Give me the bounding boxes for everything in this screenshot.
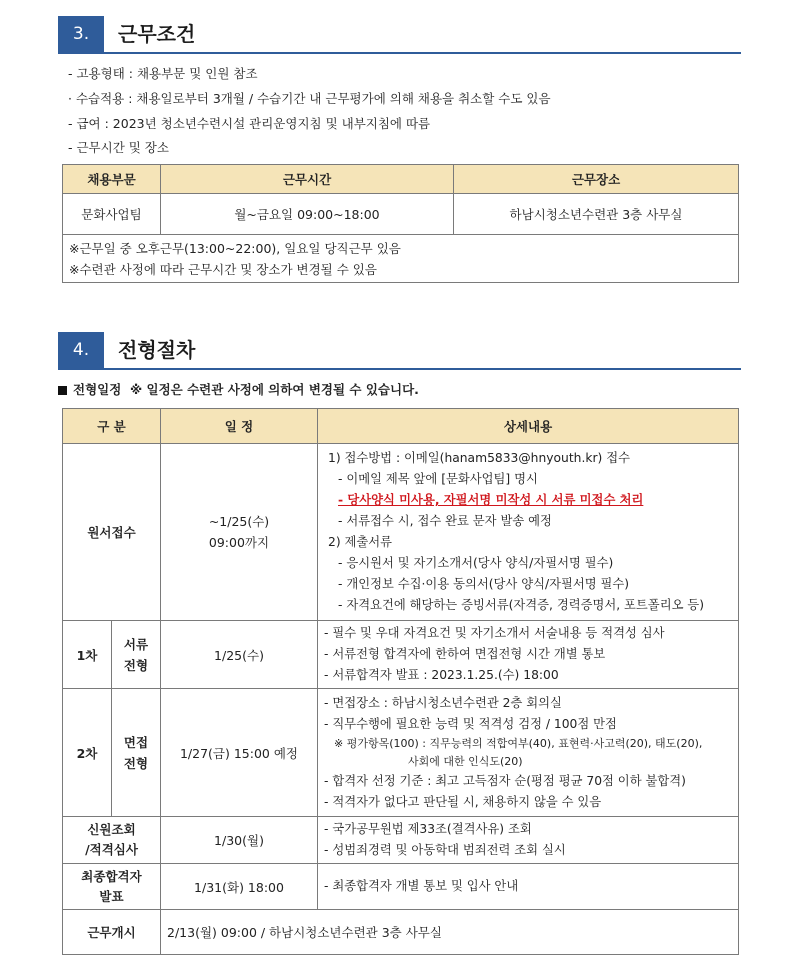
detail-line: 1) 접수방법 : 이메일(hanam5833@hnyouth.kr) 접수 (328, 451, 631, 465)
note-line: ※근무일 중 오후근무(13:00~22:00), 일요일 당직근무 있음 (69, 240, 401, 256)
details-cell (318, 689, 739, 817)
condition-bullet: · 수습적용 : 채용일로부터 3개월 / 수습기간 내 근무평가에 의해 채용을 취소할 수도 있음 (68, 91, 551, 106)
schedule-note: ※ 일정은 수련관 사정에 의하여 변경될 수 있습니다. (130, 382, 419, 397)
stage-number: 1차 (63, 621, 112, 689)
detail-line: - 서류합격자 발표 : 2023.1.25.(수) 18:00 (324, 668, 559, 682)
schedule-heading-line (58, 380, 419, 398)
table-cell: 하남시청소년수련관 3층 사무실 (454, 194, 739, 235)
stage-number: 2차 (63, 689, 112, 817)
condition-bullet: - 고용형태 : 채용부문 및 인원 참조 (68, 66, 258, 81)
detail-line: - 자격요건에 해당하는 증빙서류(자격증, 경력증명서, 포트폴리오 등) (338, 598, 705, 612)
selection-schedule-table (62, 408, 739, 955)
detail-line: - 필수 및 우대 자격요건 및 자기소개서 서술내용 등 적격성 심사 (324, 626, 665, 640)
stage-label: 신원조회 /적격심사 (63, 817, 161, 864)
section-number: 3. (58, 16, 104, 52)
detail-line: - 서류접수 시, 접수 완료 문자 발송 예정 (338, 514, 552, 528)
stage-label: 원서접수 (63, 444, 161, 621)
column-header: 상세내용 (318, 409, 739, 444)
details-cell (318, 864, 739, 910)
detail-line: - 합격자 선정 기준 : 최고 고득점자 순(평점 평균 70점 이하 불합격) (324, 773, 686, 788)
schedule-cell (161, 444, 318, 621)
stage-label: 최종합격자 발표 (63, 864, 161, 910)
details-cell (318, 817, 739, 864)
section-number: 4. (58, 332, 104, 368)
schedule-cell: 1/30(월) (161, 817, 318, 864)
detail-line: - 개인정보 수집·이용 동의서(당사 양식/자필서명 필수) (338, 577, 630, 591)
schedule-heading: 전형일정 (73, 382, 122, 397)
section-rule (58, 368, 741, 370)
detail-line: - 적격자가 없다고 판단될 시, 채용하지 않을 수 있음 (324, 794, 602, 809)
condition-bullet: - 근무시간 및 장소 (68, 140, 169, 155)
stage-label: 서류 전형 (112, 621, 161, 689)
stage-label: 근무개시 (63, 910, 161, 955)
detail-line: - 성범죄경력 및 아동학대 범죄전력 조회 실시 (324, 843, 566, 857)
section-title: 전형절차 (118, 338, 196, 362)
detail-line: 2) 제출서류 (328, 535, 393, 549)
schedule-cell: 1/31(화) 18:00 (161, 864, 318, 910)
column-header: 구 분 (63, 409, 161, 444)
table-cell: 월~금요일 09:00~18:00 (161, 194, 454, 235)
detail-line: - 면접장소 : 하남시청소년수련관 2층 회의실 (324, 695, 562, 710)
section-4-header (58, 332, 741, 368)
details-cell: 2/13(월) 09:00 / 하남시청소년수련관 3층 사무실 (161, 910, 739, 955)
square-bullet-icon (58, 386, 67, 395)
schedule-line: ~1/25(수) (208, 514, 270, 529)
section-3-header (58, 16, 741, 52)
condition-bullet: - 급여 : 2023년 청소년수련시설 관리운영지침 및 내부지침에 따름 (68, 116, 431, 131)
stage-label: 면접 전형 (112, 689, 161, 817)
section-title: 근무조건 (118, 22, 196, 46)
note-line: ※수련관 사정에 따라 근무시간 및 장소가 변경될 수 있음 (69, 261, 377, 277)
detail-line: - 이메일 제목 앞에 [문화사업팀] 명시 (338, 472, 538, 486)
details-cell (318, 621, 739, 689)
detail-line: 사회에 대한 인식도(20) (408, 754, 523, 768)
detail-line: ※ 평가항목(100) : 직무능력의 적합여부(40), 표현력·사고력(20), 태도(20), (334, 736, 703, 750)
column-header: 일 정 (161, 409, 318, 444)
details-cell (318, 444, 739, 621)
section-rule (58, 52, 741, 54)
warning-line: - 당사양식 미사용, 자필서명 미작성 시 서류 미접수 처리 (338, 493, 644, 507)
detail-line: - 국가공무원법 제33조(결격사유) 조회 (324, 822, 532, 836)
detail-line: - 응시원서 및 자기소개서(당사 양식/자필서명 필수) (338, 556, 614, 570)
table-notes (63, 235, 739, 283)
schedule-line: 09:00까지 (208, 535, 270, 550)
column-header: 근무시간 (161, 165, 454, 194)
detail-line: - 직무수행에 필요한 능력 및 적격성 검정 / 100점 만점 (324, 716, 617, 731)
table-cell: 문화사업팀 (63, 194, 161, 235)
column-header: 근무장소 (454, 165, 739, 194)
schedule-cell: 1/25(수) (161, 621, 318, 689)
column-header: 채용부문 (63, 165, 161, 194)
detail-line: - 최종합격자 개별 통보 및 입사 안내 (324, 879, 519, 893)
schedule-cell: 1/27(금) 15:00 예정 (161, 689, 318, 817)
work-conditions-table (62, 164, 739, 283)
detail-line: - 서류전형 합격자에 한하여 면접전형 시간 개별 통보 (324, 647, 606, 661)
